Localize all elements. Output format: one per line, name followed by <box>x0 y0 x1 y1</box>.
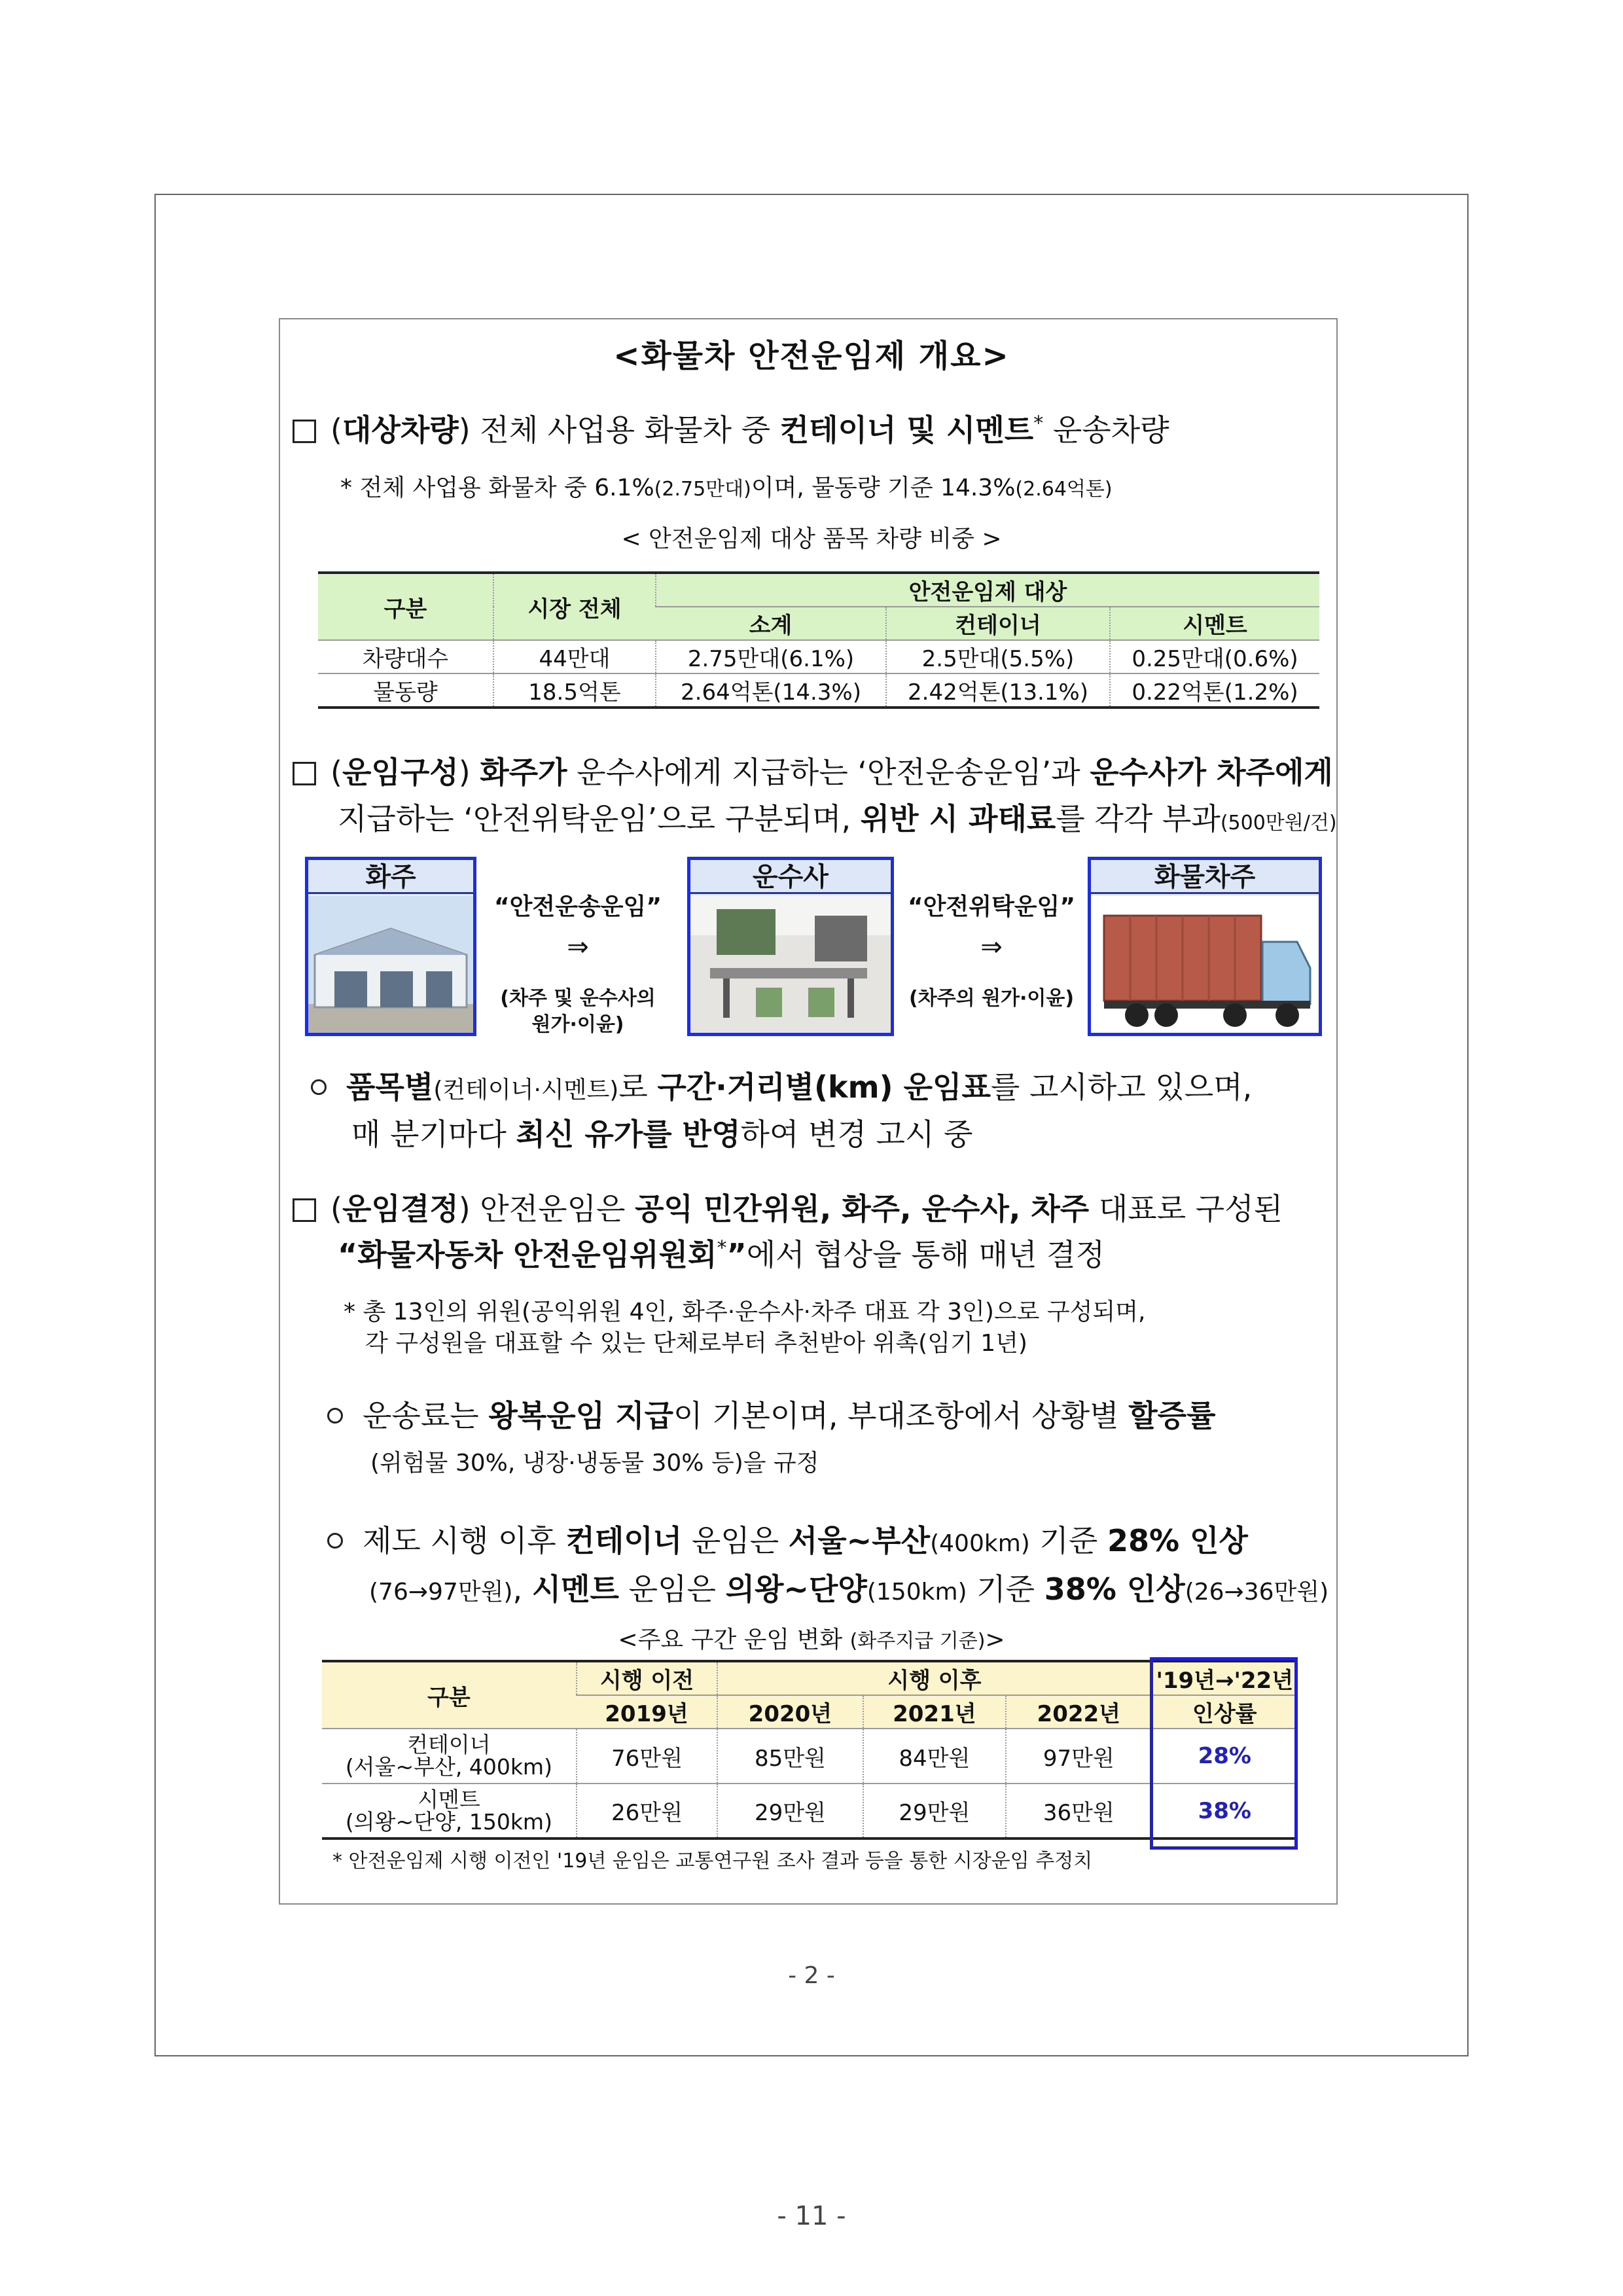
checkbox-icon <box>293 420 316 443</box>
committee-note-line1: * 총 13인의 위원(공익위원 4인, 화주·운수사·차주 대표 각 3인)으로 구성되며, <box>344 1299 1146 1325</box>
office-icon <box>690 896 891 1033</box>
table-row: 컨테이너 (서울~부산, 400km) 76만원 85만원 84만원 97만원 28% <box>322 1729 1297 1784</box>
circle-bullet-icon <box>311 1079 327 1095</box>
bullet-fare-increase: 제도 시행 이후 컨테이너 운임은 서울~부산(400km) 기준 28% 인상 <box>327 1517 1248 1560</box>
arrow-right-icon: ⇒ <box>980 932 1003 962</box>
bullet-fare-increase-line2: (76→97만원), 시멘트 운임은 의왕~단양(150km) 기준 38% 인상(26→36만원) <box>369 1571 1329 1607</box>
checkbox-icon <box>293 1198 316 1222</box>
shipper-box <box>305 857 476 1036</box>
warehouse-icon <box>308 896 473 1033</box>
bullet-round-trip: 운송료는 왕복운임 지급이 기본이며, 부대조항에서 상황별 할증률 <box>327 1392 1216 1435</box>
section-fare-decision: (운임결정) 안전운임은 공익 민간위원, 화주, 운수사, 차주 대표로 구성된 <box>293 1185 1283 1229</box>
inner-page-number: - 2 - <box>788 1962 835 1989</box>
fare-decision-line2: “화물자동차 안전운임위원회*”에서 협상을 통해 매년 결정 <box>338 1236 1105 1272</box>
bullet-fare-table: 품목별(컨테이너·시멘트)로 구간·거리별(km) 운임표를 고시하고 있으며, <box>311 1064 1252 1107</box>
circle-bullet-icon <box>327 1533 343 1549</box>
fare1-note-line1: (차주 및 운수사의 <box>500 987 656 1010</box>
bullet-fare-table-line2: 매 분기마다 최신 유가를 반영하여 변경 고시 중 <box>351 1117 973 1152</box>
shipper-label: 화주 <box>308 860 473 894</box>
fare2-note: (차주의 원가·이윤) <box>908 987 1075 1010</box>
table-header: 시멘트 <box>1110 607 1319 640</box>
table-row: 물동량 18.5억톤 2.64억톤(14.3%) 2.42억톤(13.1%) 0.22억톤(1.2%) <box>318 673 1319 708</box>
carrier-box <box>687 857 894 1036</box>
table-row: 시멘트 (의왕~단양, 150km) 26만원 29만원 29만원 36만원 38% <box>322 1784 1297 1839</box>
page-number: - 11 - <box>777 2201 846 2231</box>
table1-caption: < 안전운임제 대상 품목 차량 비중 > <box>621 526 1002 552</box>
table-header: 구분 <box>318 573 493 640</box>
section-fare-structure: (운임구성) 화주가 운수사에게 지급하는 ‘안전운송운임’과 운수사가 차주에게 <box>293 749 1333 792</box>
table-header: 안전운임제 대상 <box>656 573 1319 607</box>
arrow-right-icon: ⇒ <box>567 932 589 962</box>
table-header: 컨테이너 <box>886 607 1110 640</box>
table-header: 소계 <box>656 607 886 640</box>
table-header: 시행 이전 <box>577 1661 717 1695</box>
safe-consignment-fare-label: “안전위탁운임” <box>908 893 1075 920</box>
table-header: 2019년 <box>577 1695 717 1729</box>
table-header: 시행 이후 <box>717 1661 1151 1695</box>
fare-structure-line2: 지급하는 ‘안전위탁운임’으로 구분되며, 위반 시 과태료를 각각 부과(500만원/건) <box>338 801 1337 836</box>
committee-note-line2: 각 구성원을 대표할 수 있는 단체로부터 추천받아 위촉(임기 1년) <box>365 1330 1027 1357</box>
safe-transport-fare-label: “안전운송운임” <box>494 893 662 920</box>
truck-icon <box>1091 896 1319 1033</box>
table-header: 2022년 <box>1006 1695 1151 1729</box>
fare-change-table <box>322 1660 1297 1840</box>
table2-caption: <주요 구간 운임 변화 (화주지급 기준)> <box>618 1626 1005 1653</box>
truck-owner-label: 화물차주 <box>1091 860 1319 894</box>
vehicle-share-table <box>318 571 1319 709</box>
truck-owner-box <box>1088 857 1322 1036</box>
checkbox-icon <box>293 762 316 785</box>
table-header: 구분 <box>322 1661 577 1729</box>
table2-footnote: * 안전운임제 시행 이전인 '19년 운임은 교통연구원 조사 결과 등을 통한 시장운임 추정치 <box>332 1850 1093 1873</box>
table-header: '19년→'22년 <box>1152 1661 1297 1695</box>
note-target-share: * 전체 사업용 화물차 중 6.1%(2.75만대)이며, 물동량 기준 14.3%(2.64억톤) <box>340 475 1113 501</box>
table-header: 2020년 <box>717 1695 863 1729</box>
page-title: <화물차 안전운임제 개요> <box>613 338 1010 374</box>
table-row: 차량대수 44만대 2.75만대(6.1%) 2.5만대(5.5%) 0.25만대(0.6%) <box>318 640 1319 673</box>
table-header: 인상률 <box>1152 1695 1297 1729</box>
table-header: 2021년 <box>863 1695 1006 1729</box>
carrier-label: 운수사 <box>690 860 891 894</box>
bullet-round-trip-line2: (위험물 30%, 냉장·냉동물 30% 등)을 규정 <box>370 1450 819 1477</box>
circle-bullet-icon <box>327 1408 343 1424</box>
table-header: 시장 전체 <box>493 573 656 640</box>
section-target-vehicles: (대상차량) 전체 사업용 화물차 중 컨테이너 및 시멘트* 운송차량 <box>293 406 1169 450</box>
fare1-note-line2: 원가·이윤) <box>531 1013 624 1036</box>
